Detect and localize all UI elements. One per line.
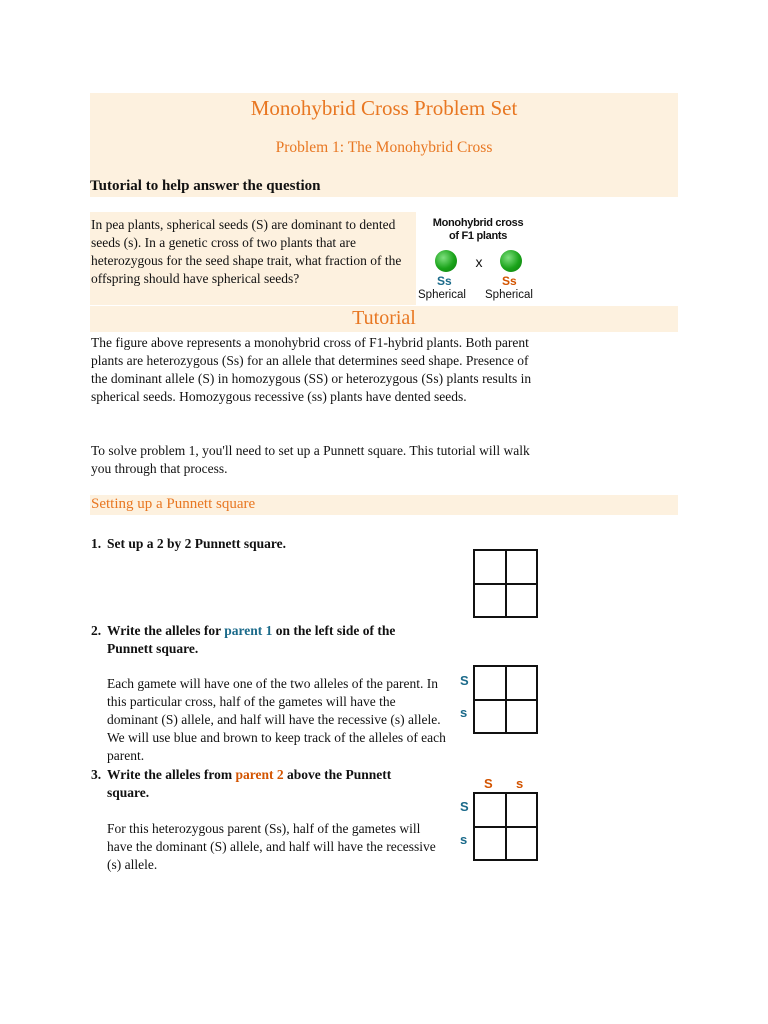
- parent-1-allele: S: [460, 673, 469, 688]
- step-number: 3.: [91, 767, 102, 782]
- step-description: For this heterozygous parent (Ss), half of the gametes will have the dominant (S) allele, and half will have the recessive (s) allele.: [107, 821, 436, 872]
- punnett-cell: [474, 827, 506, 861]
- step-text: Punnett square.: [107, 641, 199, 656]
- punnett-cell: [474, 584, 506, 618]
- step-number: 2.: [91, 623, 102, 638]
- punnett-cell: [474, 550, 506, 584]
- parent-1-allele: S: [460, 799, 469, 814]
- step-3: [91, 766, 451, 802]
- pea-seed-icon: [500, 250, 522, 272]
- figure-title: [416, 217, 540, 243]
- parent-2-label: parent 2: [235, 767, 284, 782]
- punnett-cell: [506, 550, 538, 584]
- monohybrid-cross-figure: [416, 212, 540, 305]
- punnett-square: [473, 792, 538, 861]
- punnett-cell: [474, 793, 506, 827]
- step-description: Each gamete will have one of the two alleles of the parent. In this particular cross, half of the gametes will have the dominant (S) allele, and half will have the recessive (s) allele. We will use blue and brown to keep track of the alleles of each parent.: [107, 676, 446, 763]
- step-1: [91, 535, 286, 553]
- figure-title-line2: of F1 plants: [448, 230, 508, 242]
- figure-title-line1: Monohybrid cross: [432, 217, 524, 229]
- punnett-square: [473, 665, 538, 734]
- pea-seed-icon: [435, 250, 457, 272]
- problem-text: In pea plants, spherical seeds (S) are dominant to dented seeds (s). In a genetic cross of two plants that are heterozygous for the seed shape trait, what fraction of the offspring should have spherical seeds?: [91, 217, 402, 286]
- tutorial-paragraph: To solve problem 1, you'll need to set up a Punnett square. This tutorial will walk you through that process.: [91, 443, 530, 476]
- step-number: 1.: [91, 536, 102, 551]
- document-title: Monohybrid Cross Problem Set: [250, 96, 518, 120]
- punnett-cell: [506, 584, 538, 618]
- parent-1-allele: s: [460, 832, 468, 847]
- tutorial-heading: Tutorial to help answer the question: [90, 178, 321, 194]
- step-text: Write the alleles from: [107, 767, 236, 782]
- punnett-cell: [506, 793, 538, 827]
- left-genotype: Ss: [437, 274, 452, 288]
- right-phenotype: Spherical: [485, 289, 533, 301]
- parent-1-label: parent 1: [224, 623, 273, 638]
- step-text: square.: [107, 785, 150, 800]
- punnett-cell: [474, 666, 506, 700]
- step-text: Write the alleles for: [107, 623, 225, 638]
- step-text: above the Punnett: [283, 767, 392, 782]
- parent-1-allele: s: [460, 705, 468, 720]
- right-genotype: Ss: [502, 274, 517, 288]
- punnett-cell: [506, 700, 538, 734]
- parent-2-allele: S: [484, 776, 493, 791]
- step-text: on the left side of the: [272, 623, 396, 638]
- tutorial-paragraph: The figure above represents a monohybrid cross of F1-hybrid plants. Both parent plants are heterozygous (Ss) for an allele that determines seed shape. Presence of the dominant allele (S) in homozygous (SS) or heterozygous (Ss) plants results in spherical seeds. Homozygous recessive (ss) plants have dented seeds.: [91, 335, 532, 404]
- punnett-cell: [506, 827, 538, 861]
- step-text: Set up a 2 by 2 Punnett square.: [107, 536, 287, 551]
- problem-subtitle: Problem 1: The Monohybrid Cross: [275, 139, 493, 156]
- punnett-square: [473, 549, 538, 618]
- parent-2-allele: s: [516, 776, 524, 791]
- tutorial-banner: Tutorial: [352, 307, 416, 329]
- punnett-cell: [474, 700, 506, 734]
- left-phenotype: Spherical: [418, 289, 466, 301]
- cross-symbol: x: [475, 254, 483, 270]
- step-2: [91, 622, 451, 658]
- setup-heading: Setting up a Punnett square: [91, 496, 256, 512]
- punnett-cell: [506, 666, 538, 700]
